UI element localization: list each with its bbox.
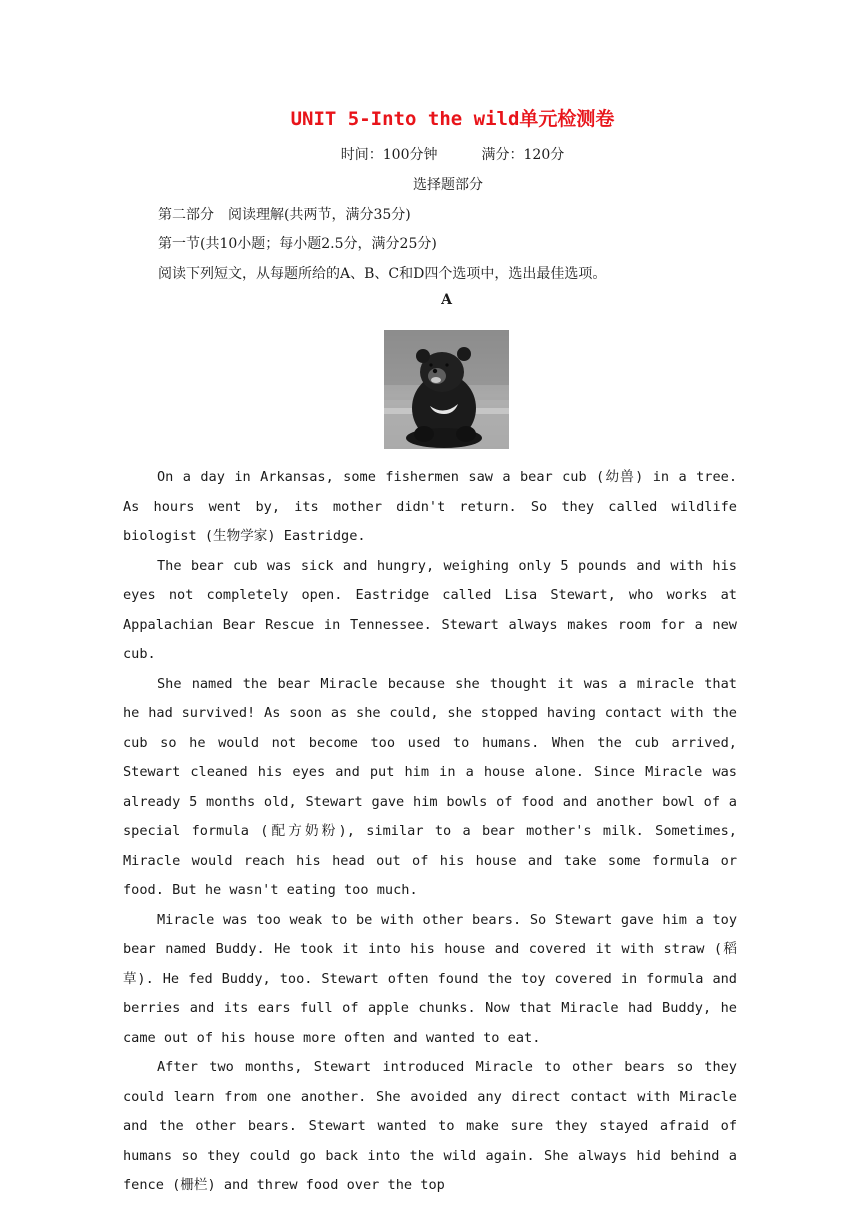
- subsection-instruction: 第一节(共10小题；每小题2.5分，满分25分): [158, 236, 437, 252]
- passage-paragraph: On a day in Arkansas, some fishermen saw a bear cub (幼兽) in a tree. As hours went by, its mother didn't return. So they called wildlife biologist (生物学家) Eastridge.: [123, 469, 737, 544]
- section-heading: 选择题部分: [413, 177, 483, 193]
- passage-paragraph: Miracle was too weak to be with other bears. So Stewart gave him a toy bear named Buddy. He took it into his house and covered it with straw (稻草). He fed Buddy, too. Stewart often found the toy covered in formula and berries and its ears full of apple chunks. Now that Miracle had Buddy, he came out of his house more often and wanted to eat.: [123, 911, 737, 1046]
- passage-paragraph: The bear cub was sick and hungry, weighing only 5 pounds and with his eyes not completely open. Eastridge called Lisa Stewart, who works at Appalachian Bear Rescue in Tennessee. Stewart always makes room for a new cub.: [123, 557, 737, 662]
- bear-photo: [384, 330, 509, 449]
- passage-label: A: [441, 292, 452, 308]
- document-title: UNIT 5-Into the wild单元检测卷: [290, 108, 615, 130]
- part-instruction: 第二部分 阅读理解(共两节，满分35分): [158, 207, 411, 223]
- passage-paragraph: She named the bear Miracle because she thought it was a miracle that he had survived! As soon as she could, she stopped having contact with the cub so he would not become too used to humans. When the cub arrived, Stewart cleaned his eyes and put him in a house alone. Since Miracle was already 5 months old, Stewart gave him bowls of food and another bowl of a special formula (配方奶粉), similar to a bear mother's milk. Sometimes, Miracle would reach his head out of his house and take some formula or food. But he wasn't eating too much.: [123, 675, 737, 898]
- exam-meta: [0, 144, 860, 164]
- full-score: 满分：120分: [481, 147, 565, 163]
- passage-body: [123, 463, 737, 1201]
- passage-paragraph: After two months, Stewart introduced Miracle to other bears so they could learn from one another. She avoided any direct contact with Miracle and the other bears. Stewart wanted to make sure they stayed afraid of humans so they could go back into the wild again. She always hid behind a fence (栅栏) and threw food over the top: [123, 1059, 737, 1193]
- time-limit: 时间：100分钟: [340, 147, 438, 163]
- task-instruction: 阅读下列短文，从每题所给的A、B、C和D四个选项中，选出最佳选项。: [158, 266, 607, 282]
